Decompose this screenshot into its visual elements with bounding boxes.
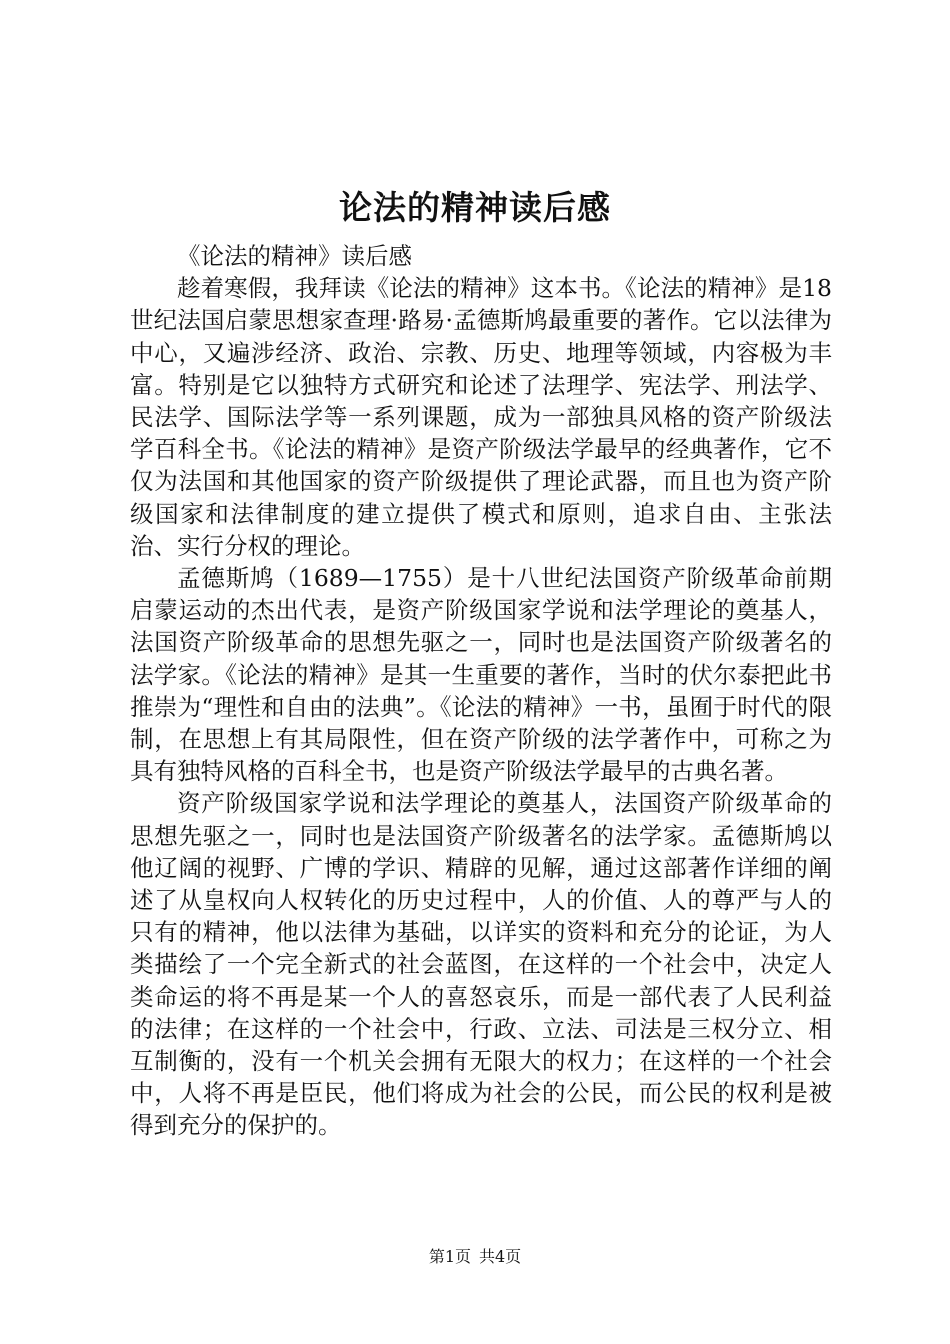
- subtitle-paragraph: 《论法的精神》读后感: [177, 242, 412, 270]
- page-number-current: 第1页: [428, 1247, 471, 1266]
- body-paragraph: 趁着寒假，我拜读《论法的精神》这本书。《论法的精神》是18世纪法国启蒙思想家查理·路易·孟德斯鸠最重要的著作。它以法律为中心，又遍涉经济、政治、宗教、历史、地理等领域，内容极为丰富。特别是它以独特方式研究和论述了法理学、宪法学、刑法学、民法学、国际法学等一系列课题，成为一部独具风格的资产阶级法学百科全书。《论法的精神》是资产阶级法学最早的经典著作，它不仅为法国和其他国家的资产阶级提供了理论武器，而且也为资产阶级国家和法律制度的建立提供了模式和原则，追求自由、主张法治、实行分权的理论。: [130, 274, 832, 560]
- body-paragraph: 孟德斯鸠（1689—1755）是十八世纪法国资产阶级革命前期启蒙运动的杰出代表，是资产阶级国家学说和法学理论的奠基人，法国资产阶级革命的思想先驱之一，同时也是法国资产阶级著名的法学家。《论法的精神》是其一生重要的著作，当时的伏尔泰把此书推崇为“理性和自由的法典”。《论法的精神》一书，虽囿于时代的限制，在思想上有其局限性，但在资产阶级的法学著作中，可称之为具有独特风格的百科全书，也是资产阶级法学最早的古典名著。: [130, 564, 832, 786]
- page-footer: [0, 1244, 950, 1267]
- page-number-total: 共4页: [479, 1247, 522, 1266]
- page-title: 论法的精神读后感: [339, 188, 611, 227]
- document-body: [130, 240, 832, 1142]
- body-paragraph: 资产阶级国家学说和法学理论的奠基人，法国资产阶级革命的思想先驱之一，同时也是法国资产阶级著名的法学家。孟德斯鸠以他辽阔的视野、广博的学识、精辟的见解，通过这部著作详细的阐述了从皇权向人权转化的历史过程中，人的价值、人的尊严与人的只有的精神，他以法律为基础，以详实的资料和充分的论证，为人类描绘了一个完全新式的社会蓝图，在这样的一个社会中，决定人类命运的将不再是某一个人的喜怒哀乐，而是一部代表了人民利益的法律；在这样的一个社会中，行政、立法、司法是三权分立、相互制衡的，没有一个机关会拥有无限大的权力；在这样的一个社会中，人将不再是臣民，他们将成为社会的公民，而公民的权利是被得到充分的保护的。: [130, 789, 832, 1140]
